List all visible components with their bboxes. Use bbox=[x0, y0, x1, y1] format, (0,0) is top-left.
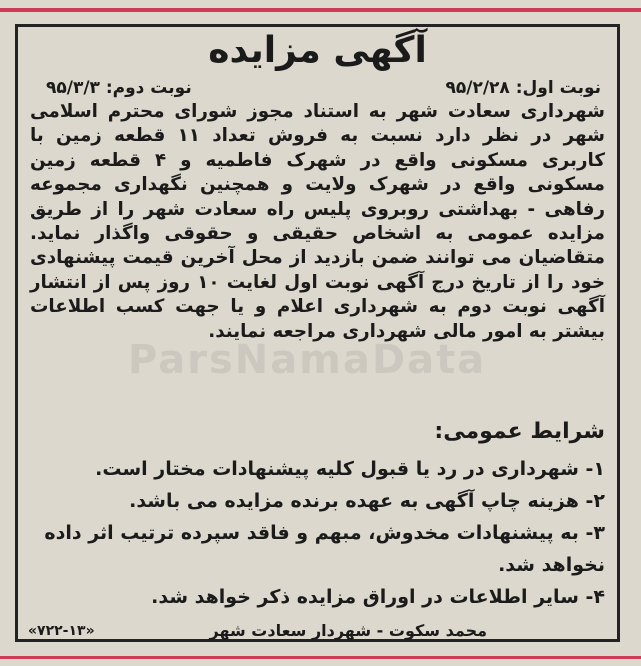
publication-turns bbox=[46, 76, 601, 100]
notice-title: آگهی مزایده bbox=[208, 30, 427, 71]
reference-code: «۷۲۲-۱۳» bbox=[28, 623, 95, 639]
bottom-red-rule bbox=[0, 656, 641, 659]
second-turn-date: نوبت دوم: ۹۵/۳/۳ bbox=[46, 78, 192, 98]
condition-item: ۴- سایر اطلاعات در اوراق مزایده ذکر خواهد شد. bbox=[151, 586, 605, 608]
condition-item: ۳- به پیشنهادات مخدوش، مبهم و فاقد سپرده ترتیب اثر داده نخواهد شد. bbox=[44, 522, 605, 576]
first-turn-date: نوبت اول: ۹۵/۲/۲۸ bbox=[445, 78, 601, 98]
notice-body: شهرداری سعادت شهر به استناد مجوز شورای محترم اسلامی شهر در نظر دارد نسبت به فروش تعداد ۱۱ قطعه زمین با کاربری مسکونی واقع در شهرک فاطمیه و ۴ قطعه زمین مسکونی واقع در شهرک ولایت و همچنین نگهداری مجموعه رفاهی - بهداشتی روبروی پلیس راه سعادت شهر را از طریق مزایده عمومی به اشخاص حقیقی و حقوقی واگذار نماید. متقاضیان می توانند ضمن بازدید از محل آخرین قیمت پیشنهادی خود را از تاریخ درج آگهی نوبت اول لغایت ۱۰ روز پس از انتشار آگهی نوبت دوم به شهرداری اعلام و یا جهت کسب اطلاعات بیشتر به امور مالی شهرداری مراجعه نمایند. bbox=[30, 101, 606, 342]
condition-item: ۲- هزینه چاپ آگهی به عهده برنده مزایده می باشد. bbox=[129, 490, 605, 512]
watermark-text: ParsNamaData bbox=[128, 337, 487, 383]
conditions-heading: شرایط عمومی: bbox=[434, 419, 605, 444]
signature-line: محمد سکوت - شهردار سعادت شهر bbox=[209, 621, 487, 640]
top-red-rule bbox=[0, 8, 641, 12]
conditions-list bbox=[28, 453, 605, 613]
condition-item: ۱- شهرداری در رد یا قبول کلیه پیشنهادات مختار است. bbox=[95, 458, 605, 480]
notice-frame bbox=[15, 24, 620, 642]
